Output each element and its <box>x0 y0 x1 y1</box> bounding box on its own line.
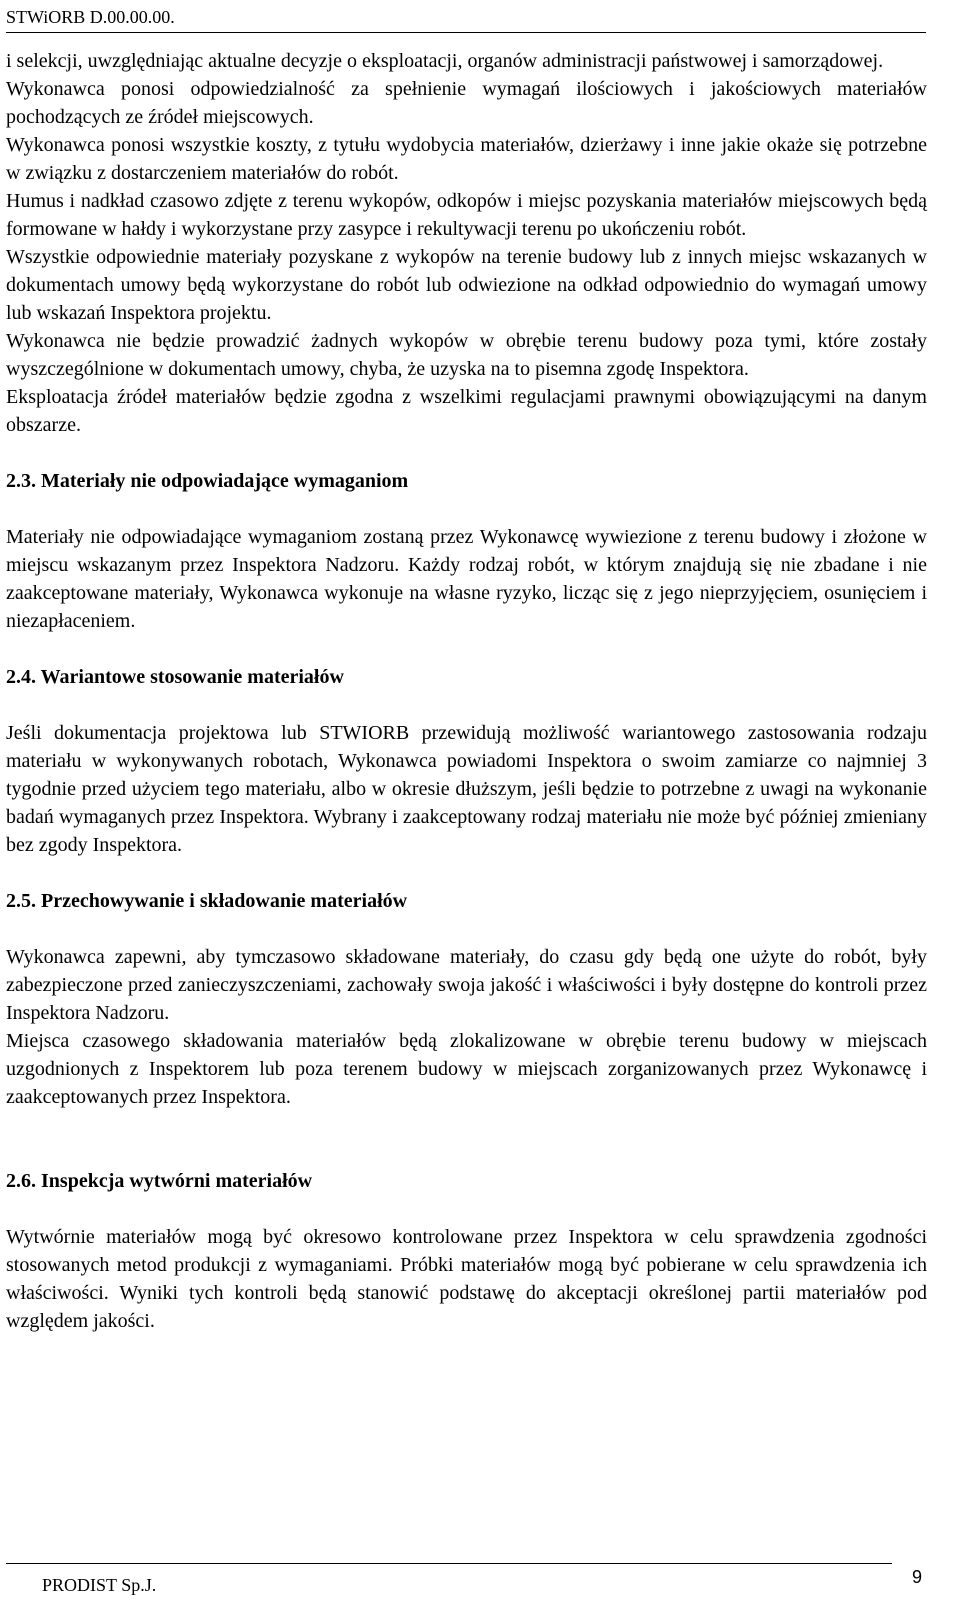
page-number: 9 <box>912 1567 923 1587</box>
document-body <box>6 47 927 1335</box>
paragraph: Wszystkie odpowiednie materiały pozyskane z wykopów na terenie budowy lub z innych miejsc wskazanych w dokumentach umowy będą wykorzystane do robót lub odwiezione na odkład odpowiednio do wymagań umowy lub wskazań Inspektora projektu. <box>6 246 927 324</box>
paragraph: i selekcji, uwzględniając aktualne decyzje o eksploatacji, organów administracji państwowej i samorządowej. <box>6 50 884 72</box>
section-heading-2-3: 2.3. Materiały nie odpowiadające wymaganiom <box>6 470 409 492</box>
paragraph: Wytwórnie materiałów mogą być okresowo kontrolowane przez Inspektora w celu sprawdzenia zgodności stosowanych metod produkcji z wymaganiami. Próbki materiałów mogą być pobierane w celu sprawdzenia ich właściwości. Wyniki tych kontroli będą stanowić podstawę do akceptacji określonej partii materiałów pod względem jakości. <box>6 1226 927 1332</box>
section-heading-2-6: 2.6. Inspekcja wytwórni materiałów <box>6 1170 313 1192</box>
section-heading-2-4: 2.4. Wariantowe stosowanie materiałów <box>6 666 344 688</box>
paragraph: Humus i nadkład czasowo zdjęte z terenu wykopów, odkopów i miejsc pozyskania materiałów miejscowych będą formowane w hałdy i wykorzystane przy zasypce i rekultywacji terenu po ukończeniu robót. <box>6 190 927 240</box>
paragraph: Wykonawca ponosi odpowiedzialność za spełnienie wymagań ilościowych i jakościowych materiałów pochodzących ze źródeł miejscowych. <box>6 78 927 128</box>
paragraph: Miejsca czasowego składowania materiałów będą zlokalizowane w obrębie terenu budowy w miejscach uzgodnionych z Inspektorem lub poza terenem budowy w miejscach zorganizowanych przez Wykonawcę i zaakceptowanych przez Inspektora. <box>6 1030 927 1108</box>
paragraph: Jeśli dokumentacja projektowa lub STWIORB przewidują możliwość wariantowego zastosowania rodzaju materiału w wykonywanych robotach, Wykonawca powiadomi Inspektora o swoim zamiarze co najmniej 3 tygodnie przed użyciem tego materiału, albo w okresie dłuższym, jeśli będzie to potrzebne z uwagi na wykonanie badań wymaganych przez Inspektora. Wybrany i zaakceptowany rodzaj materiału nie może być później zmieniany bez zgody Inspektora. <box>6 722 927 856</box>
section-heading-2-5: 2.5. Przechowywanie i składowanie materiałów <box>6 890 408 912</box>
paragraph: Materiały nie odpowiadające wymaganiom zostaną przez Wykonawcę wywiezione z terenu budowy i złożone w miejscu wskazanym przez Inspektora Nadzoru. Każdy rodzaj robót, w którym znajdują się nie zbadane i nie zaakceptowane materiały, Wykonawca wykonuje na własne ryzyko, licząc się z jego nieprzyjęciem, osunięciem i niezapłaceniem. <box>6 526 927 632</box>
paragraph: Eksploatacja źródeł materiałów będzie zgodna z wszelkimi regulacjami prawnymi obowiązującymi na danym obszarze. <box>6 386 927 436</box>
header-code: STWiORB D.00.00.00. <box>6 7 175 27</box>
paragraph: Wykonawca nie będzie prowadzić żadnych wykopów w obrębie terenu budowy poza tymi, które zostały wyszczególnione w dokumentach umowy, chyba, że uzyska na to pisemna zgodę Inspektora. <box>6 330 927 380</box>
paragraph: Wykonawca zapewni, aby tymczasowo składowane materiały, do czasu gdy będą one użyte do robót, były zabezpieczone przed zanieczyszczeniami, zachowały swoja jakość i właściwości i były dostępne do kontroli przez Inspektora Nadzoru. <box>6 946 927 1024</box>
header-rule <box>6 32 926 33</box>
footer-company: PRODIST Sp.J. <box>42 1575 157 1595</box>
paragraph: Wykonawca ponosi wszystkie koszty, z tytułu wydobycia materiałów, dzierżawy i inne jakie okaże się potrzebne w związku z dostarczeniem materiałów do robót. <box>6 134 927 184</box>
footer-rule <box>6 1563 892 1564</box>
